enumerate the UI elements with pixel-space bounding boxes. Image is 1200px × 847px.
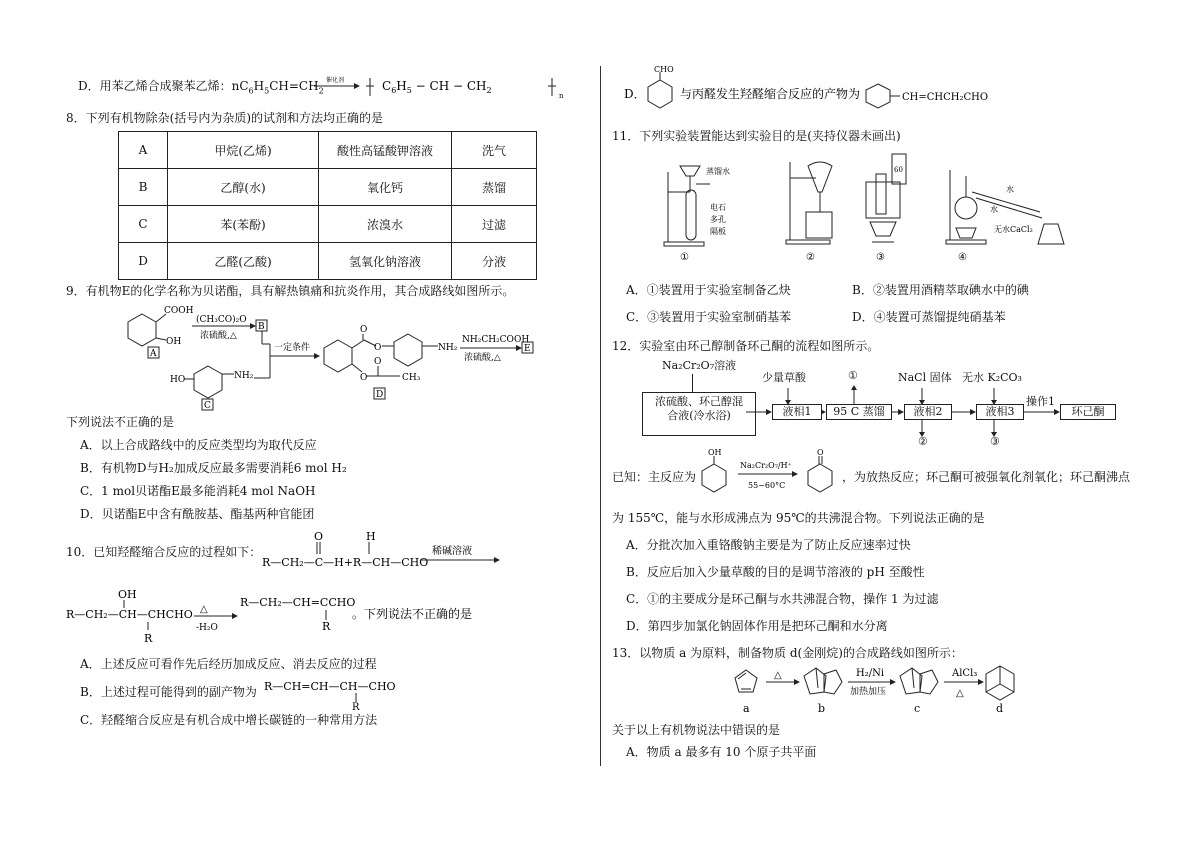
svg-text:O: O bbox=[817, 448, 824, 457]
svg-text:O: O bbox=[360, 373, 368, 383]
q7d-rest2: CH=CH bbox=[269, 79, 319, 93]
benzaldehyde-icon bbox=[648, 65, 674, 108]
q8-table-row bbox=[119, 169, 537, 206]
svg-text:(CH₃CO)₂O: (CH₃CO)₂O bbox=[196, 315, 247, 325]
svg-text:55~60°C: 55~60°C bbox=[748, 481, 786, 490]
q10-equation-1 bbox=[262, 530, 532, 574]
q12-title: 12．实验室由环己醇制备环己酮的流程如图所示。 bbox=[612, 339, 880, 353]
q8-table-cell: C bbox=[119, 206, 168, 243]
svg-text:△: △ bbox=[200, 604, 208, 615]
q7-option-d: D．用苯乙烯合成聚苯乙烯：$nC_6H_5CH=CH_2$ bbox=[78, 79, 324, 96]
q7d-catalyst: 催化剂 bbox=[326, 77, 345, 84]
q8-table-cell: 乙醇(水) bbox=[168, 169, 319, 206]
q11-option-b: B．②装置用酒精萃取碘水中的碘 bbox=[852, 283, 1029, 297]
svg-text:电石: 电石 bbox=[710, 203, 726, 212]
svg-text:浓硫酸,△: 浓硫酸,△ bbox=[200, 331, 237, 341]
svg-text:C: C bbox=[204, 401, 211, 411]
q12-reagent-3: NaCl 固体 bbox=[898, 371, 952, 384]
q9-synthesis-route bbox=[118, 300, 538, 412]
q12-option-b: B．反应后加入少量草酸的目的是调节溶液的 pH 至酸性 bbox=[626, 565, 925, 579]
q8-table-cell: D bbox=[119, 243, 168, 280]
q12-option-a: A．分批次加入重铬酸钠主要是为了防止反应速率过快 bbox=[626, 538, 911, 552]
q13-option-a: A．物质 a 最多有 10 个原子共平面 bbox=[626, 745, 817, 759]
q7d-rest: H bbox=[253, 79, 265, 93]
dicyclopentadiene-icon bbox=[804, 668, 842, 715]
svg-text:O: O bbox=[360, 325, 368, 335]
q12-out-2: ② bbox=[918, 435, 928, 448]
adamantane-icon bbox=[986, 666, 1014, 715]
svg-text:R: R bbox=[352, 702, 360, 713]
q10-title: 10．已知羟醛缩合反应的过程如下： bbox=[66, 545, 262, 559]
q12-reagent-4: 无水 K₂CO₃ bbox=[962, 371, 1022, 384]
q9-option-c: C．1 mol贝诺酯E最多能消耗4 mol NaOH bbox=[80, 484, 316, 498]
q8-table-row bbox=[119, 132, 537, 169]
svg-text:a: a bbox=[743, 702, 750, 715]
svg-text:④: ④ bbox=[958, 252, 967, 263]
q12-known-post: ，为放热反应；环己酮可被强氧化剂氧化；环己酮沸点 bbox=[842, 470, 1131, 484]
q10-equation-2 bbox=[66, 586, 486, 644]
svg-text:O: O bbox=[314, 530, 324, 543]
q9-option-b: B．有机物D与H₂加成反应最多需要消耗6 mol H₂ bbox=[80, 461, 347, 475]
q8-table-row bbox=[119, 206, 537, 243]
q12-known-pre: 已知：主反应为 bbox=[612, 470, 697, 484]
step3-arrow bbox=[460, 335, 533, 363]
q12-liquid-1: 液相1 bbox=[772, 404, 822, 420]
svg-text:R—CH₂—CH=CCHO: R—CH₂—CH=CCHO bbox=[240, 596, 356, 609]
svg-text:与丙醛发生羟醛缩合反应的产物为: 与丙醛发生羟醛缩合反应的产物为 bbox=[680, 87, 861, 101]
q13-title: 13．以物质 a 为原料，制备物质 d(金刚烷)的合成路线如图所示： bbox=[612, 646, 963, 660]
svg-text:D．: D． bbox=[624, 87, 646, 101]
q12-start-box: 浓硫酸、环己醇混 合液(冷水浴) bbox=[642, 392, 756, 436]
product-benzene-icon bbox=[866, 84, 890, 108]
svg-text:A: A bbox=[150, 349, 157, 359]
q11-option-a: A．①装置用于实验室制备乙炔 bbox=[626, 283, 791, 297]
q9-title: 9．有机物E的化学名称为贝诺酯，具有解热镇痛和抗炎作用，其合成路线如图所示。 bbox=[66, 284, 515, 298]
svg-text:隔板: 隔板 bbox=[710, 227, 726, 236]
q8-table-cell: B bbox=[119, 169, 168, 206]
svg-text:AlCl₃: AlCl₃ bbox=[952, 668, 978, 679]
q12-out-3: ③ bbox=[990, 435, 1000, 448]
q11-apparatus bbox=[640, 152, 1080, 264]
q9-question: 下列说法不正确的是 bbox=[66, 415, 175, 429]
q8-table-row bbox=[119, 243, 537, 280]
q12-option-c: C．①的主要成分是环己酮与水共沸混合物，操作 1 为过滤 bbox=[626, 592, 939, 606]
column-divider bbox=[600, 66, 601, 766]
q12-reagent-2: 少量草酸 bbox=[762, 371, 806, 384]
svg-text:E: E bbox=[524, 344, 531, 354]
q8-table-cell: 分液 bbox=[452, 243, 537, 280]
svg-text:NH₂CH₂COOH: NH₂CH₂COOH bbox=[462, 335, 530, 345]
svg-text:无水CaCl₂: 无水CaCl₂ bbox=[994, 225, 1033, 234]
svg-text:n: n bbox=[559, 92, 564, 100]
svg-text:OH: OH bbox=[118, 588, 137, 601]
q10-option-a: A．上述反应可看作先后经历加成反应、消去反应的过程 bbox=[80, 657, 377, 671]
q12-main-reaction bbox=[696, 448, 840, 500]
step1-arrow bbox=[192, 314, 267, 341]
svg-text:水: 水 bbox=[990, 205, 998, 214]
q12-liquid-2: 液相2 bbox=[904, 404, 952, 420]
svg-text:△: △ bbox=[774, 670, 782, 681]
q7d-label: D．用苯乙烯合成聚苯乙烯：nC bbox=[78, 79, 249, 93]
q10d-line bbox=[624, 66, 1004, 116]
svg-text:②: ② bbox=[806, 252, 815, 263]
q11-option-d: D．④装置可蒸馏提纯硝基苯 bbox=[852, 310, 1006, 324]
q9-option-d: D．贝诺酯E中含有酰胺基、酯基两种官能团 bbox=[80, 507, 315, 521]
svg-text:B: B bbox=[258, 322, 265, 332]
svg-text:D: D bbox=[376, 390, 384, 400]
svg-text:d: d bbox=[996, 702, 1004, 715]
svg-text:COOH: COOH bbox=[164, 306, 194, 316]
q10-byproduct bbox=[264, 676, 414, 713]
svg-text:△: △ bbox=[956, 688, 964, 699]
q8-table-cell: 洗气 bbox=[452, 132, 537, 169]
svg-text:R: R bbox=[322, 620, 331, 633]
svg-text:R—CH=CH—CH—CHO: R—CH=CH—CH—CHO bbox=[264, 680, 396, 693]
svg-text:OH: OH bbox=[166, 337, 182, 347]
apparatus-1-icon bbox=[664, 166, 730, 263]
q10-option-b: B．上述过程可能得到的副产物为 bbox=[80, 685, 257, 699]
svg-text:OH: OH bbox=[708, 448, 722, 457]
svg-text:R: R bbox=[144, 632, 153, 645]
apparatus-2-icon bbox=[786, 162, 832, 263]
q8-table-cell: 苯(苯酚) bbox=[168, 206, 319, 243]
compound-c bbox=[170, 366, 254, 411]
q11-option-c: C．③装置用于实验室制硝基苯 bbox=[626, 310, 792, 324]
q12-operation-1: 操作1 bbox=[1026, 395, 1055, 408]
svg-text:加热加压: 加热加压 bbox=[850, 687, 887, 697]
svg-text:。下列说法不正确的是: 。下列说法不正确的是 bbox=[352, 607, 473, 621]
svg-text:浓硫酸,△: 浓硫酸,△ bbox=[464, 353, 501, 363]
svg-text:60: 60 bbox=[894, 166, 903, 174]
svg-text:③: ③ bbox=[876, 252, 885, 263]
q8-table-cell: 浓溴水 bbox=[319, 206, 452, 243]
q12-out-1: ① bbox=[848, 369, 858, 382]
q8-table-cell: A bbox=[119, 132, 168, 169]
q13-synthesis bbox=[730, 664, 1020, 716]
q8-table-cell: 氢氧化钠溶液 bbox=[319, 243, 452, 280]
q7d-reaction-arrow bbox=[312, 74, 572, 100]
q9-option-a: A．以上合成路线中的反应类型均为取代反应 bbox=[80, 438, 317, 452]
step2-condition: 一定条件 bbox=[274, 343, 311, 353]
svg-text:水: 水 bbox=[1006, 185, 1014, 194]
q13-question: 关于以上有机物说法中错误的是 bbox=[612, 723, 781, 737]
q8-table-cell: 甲烷(乙烯) bbox=[168, 132, 319, 169]
apparatus-3-icon bbox=[866, 154, 906, 263]
compound-a bbox=[128, 306, 194, 359]
svg-text:R—CH₂—C—H+R—CH—CHO: R—CH₂—C—H+R—CH—CHO bbox=[262, 556, 429, 569]
svg-text:CH₃: CH₃ bbox=[402, 373, 421, 383]
svg-text:NH₂: NH₂ bbox=[438, 343, 458, 353]
q10-condition: 稀碱溶液 bbox=[432, 546, 472, 557]
q12-known-line2: 为 155℃，能与水形成沸点为 95℃的共沸混合物。下列说法正确的是 bbox=[612, 511, 985, 525]
compound-d bbox=[324, 325, 458, 400]
q12-distill: 95 C 蒸馏 bbox=[826, 404, 892, 420]
q10-option-c: C．羟醛缩合反应是有机合成中增长碳链的一种常用方法 bbox=[80, 713, 378, 727]
q8-table-cell: 蒸馏 bbox=[452, 169, 537, 206]
apparatus-4-icon bbox=[946, 170, 1064, 263]
svg-text:b: b bbox=[818, 702, 826, 715]
svg-text:HO: HO bbox=[170, 375, 186, 385]
q8-table-cell: 酸性高锰酸钾溶液 bbox=[319, 132, 452, 169]
svg-text:-H₂O: -H₂O bbox=[196, 623, 218, 633]
svg-text:H₂/Ni: H₂/Ni bbox=[856, 668, 885, 679]
svg-text:Na₂Cr₂O₇/H⁺: Na₂Cr₂O₇/H⁺ bbox=[740, 461, 792, 470]
svg-text:CH=CHCH₂CHO: CH=CHCH₂CHO bbox=[902, 92, 989, 103]
q11-title: 11．下列实验装置能达到实验目的是(夹持仪器未画出) bbox=[612, 129, 901, 143]
svg-text:O: O bbox=[374, 343, 382, 353]
q7d-product: $C_6H_5$ − CH − $CH_2$ bbox=[382, 79, 492, 95]
cyclopentadiene-icon bbox=[735, 670, 757, 715]
svg-text:多孔: 多孔 bbox=[710, 215, 726, 224]
svg-text:R—CH₂—CH—CHCHO: R—CH₂—CH—CHCHO bbox=[66, 608, 193, 621]
q12-product-box: 环己酮 bbox=[1060, 404, 1116, 420]
q8-table-cell: 氧化钙 bbox=[319, 169, 452, 206]
q8-table-cell: 过滤 bbox=[452, 206, 537, 243]
svg-text:NH₂: NH₂ bbox=[234, 371, 254, 381]
svg-text:①: ① bbox=[680, 252, 689, 263]
q8-table bbox=[118, 131, 537, 280]
svg-text:CHO: CHO bbox=[654, 65, 674, 74]
q12-liquid-3: 液相3 bbox=[976, 404, 1024, 420]
svg-text:O: O bbox=[374, 357, 382, 367]
svg-text:蒸馏水: 蒸馏水 bbox=[706, 167, 730, 176]
q8-title: 8．下列有机物除杂(括号内为杂质)的试剂和方法均正确的是 bbox=[66, 111, 384, 125]
q12-reagent-1: Na₂Cr₂O₇溶液 bbox=[662, 359, 737, 372]
tetrahydrodicyclopentadiene-icon bbox=[900, 668, 938, 715]
svg-text:c: c bbox=[914, 702, 921, 715]
q12-option-d: D．第四步加氯化钠固体作用是把环己酮和水分离 bbox=[626, 619, 888, 633]
svg-text:H: H bbox=[366, 530, 376, 543]
q8-table-cell: 乙醛(乙酸) bbox=[168, 243, 319, 280]
